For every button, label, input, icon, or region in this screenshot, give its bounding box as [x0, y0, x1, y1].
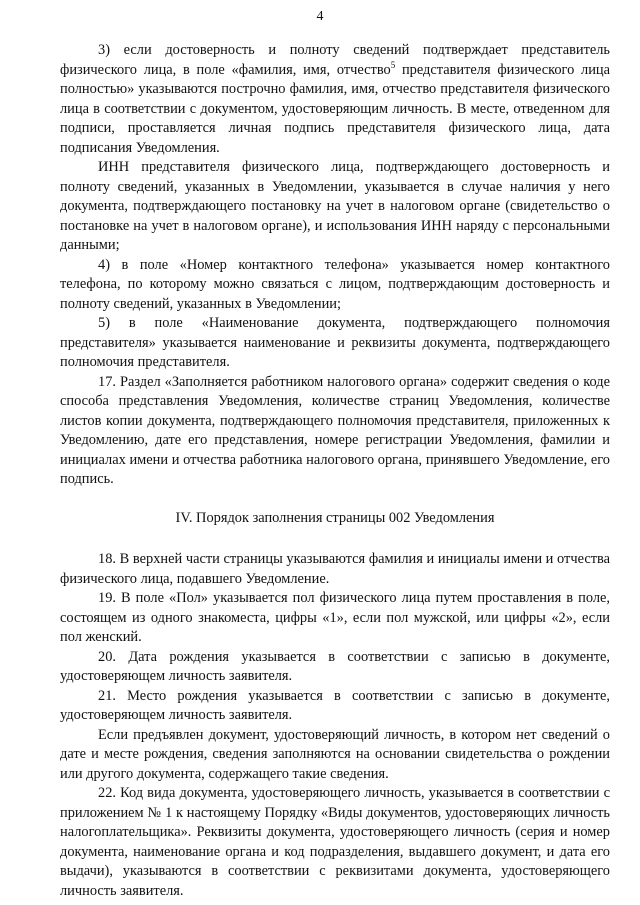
section-heading: IV. Порядок заполнения страницы 002 Уведомления — [175, 509, 495, 526]
page-number: 4 — [316, 9, 324, 24]
paragraph-18: 18. В верхней части страницы указываются фамилия и инициалы имени и отчества физического лица, подавшего Уведомление. — [60, 551, 610, 587]
paragraph-item-5: 5) в поле «Наименование документа, подтверждающего полномочия представителя» указывается наименование и реквизиты документа, подтверждающего полномочия представителя. — [60, 315, 610, 370]
paragraph-item-4: 4) в поле «Номер контактного телефона» указывается номер контактного телефона, по которому можно связаться с лицом, подтверждающим достоверность и полноту сведений, указанных в Уведомлении; — [60, 256, 610, 312]
paragraph-21: 21. Место рождения указывается в соответствии с записью в документе, удостоверяющем личность заявителя. — [60, 687, 610, 723]
paragraph-19: 19. В поле «Пол» указывается пол физического лица путем проставления в поле, состоящем из одного знакоместа, цифры «1», если пол мужской, или цифры «2», если пол женский. — [60, 590, 610, 645]
paragraph-item-3 — [60, 41, 610, 158]
document-body — [60, 41, 610, 901]
paragraph-17: 17. Раздел «Заполняется работником налогового органа» содержит сведения о коде способа представления Уведомления, количестве страниц Уведомления, количестве листов копии документа, подтверждающего полномочия представителя, приложенных к Уведомлению, дате его представления, номере регистрации Уведомления, фамилии и инициалах имени и отчества работника налогового органа, принявшего Уведомление, его подпись. — [60, 373, 610, 487]
paragraph-inn: ИНН представителя физического лица, подтверждающего достоверность и полноту сведений, указанных в Уведомлении, указывается в случае наличия у него документа, подтверждающего постановку на учет в налоговом органе (свидетельство о постановке на учет в налоговом органе), и использования ИНН наряду с персональными данными; — [60, 159, 610, 253]
paragraph-text: 3) если достоверность и полноту сведений подтверждает представитель физического лица, в поле «фамилия, имя, отчество — [60, 42, 610, 78]
paragraph-21-continued: Если предъявлен документ, удостоверяющий личность, в котором нет сведений о дате и месте рождения, сведения заполняются на основании свидетельства о рождении или другого документа, содержащего такие сведения. — [60, 726, 610, 782]
paragraph-text: представителя физического лица полностью» указываются построчно фамилия, имя, отчество представителя физического лица в соответствии с документом, удостоверяющим личность. В месте, отведенном для подписи, проставляется личная подпись представителя физического лица, дата подписания Уведомления. — [60, 61, 610, 156]
footnote-mark: 5 — [390, 59, 396, 70]
paragraph-20: 20. Дата рождения указывается в соответствии с записью в документе, удостоверяющем личность заявителя. — [60, 648, 610, 684]
paragraph-22: 22. Код вида документа, удостоверяющего личность, указывается в соответствии с приложением № 1 к настоящему Порядку «Виды документов, удостоверяющих личность налогоплательщика». Реквизиты документа, удостоверяющего личность (серия и номер документа, наименование органа и код подразделения, выдавшего документ, и дата его выдачи), указываются в соответствии с реквизитами документа, удостоверяющего личность заявителя. — [60, 785, 610, 899]
